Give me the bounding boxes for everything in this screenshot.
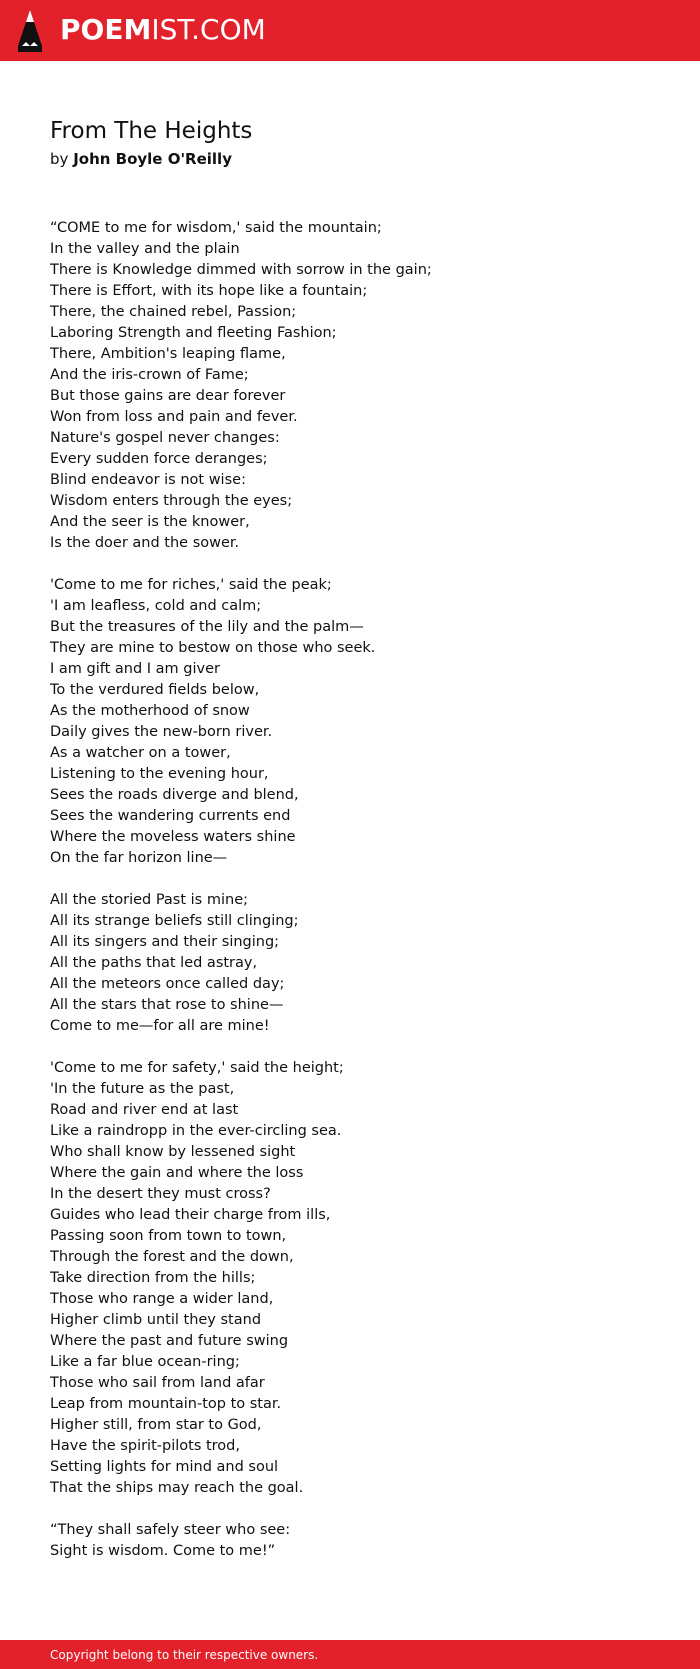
poem-line: All its strange beliefs still clinging;	[50, 913, 299, 929]
poem-line: Laboring Strength and fleeting Fashion;	[50, 325, 337, 341]
poem-line: Higher still, from star to God,	[50, 1417, 262, 1433]
poem-line: As the motherhood of snow	[50, 703, 250, 719]
site-logo[interactable]	[60, 12, 266, 48]
poem-line: Like a far blue ocean-ring;	[50, 1354, 240, 1370]
poem-line: Every sudden force deranges;	[50, 451, 268, 467]
poem-line: Nature's gospel never changes:	[50, 430, 280, 446]
poem-line: Where the gain and where the loss	[50, 1165, 304, 1181]
poem-line: All the storied Past is mine;	[50, 892, 248, 908]
poem-line: To the verdured fields below,	[50, 682, 260, 698]
poem-stanza	[50, 575, 660, 869]
poem-line: Higher climb until they stand	[50, 1312, 262, 1328]
poem-line: 'Come to me for riches,' said the peak;	[50, 577, 332, 593]
by-label: by	[50, 150, 69, 168]
poem-line: 'Come to me for safety,' said the height;	[50, 1060, 344, 1076]
poem-line: 'In the future as the past,	[50, 1081, 235, 1097]
poem-line: “They shall safely steer who see:	[50, 1522, 291, 1538]
poem-line: On the far horizon line—	[50, 850, 228, 866]
poem-line: In the valley and the plain	[50, 241, 240, 257]
site-header	[0, 0, 700, 61]
poem-line: Won from loss and pain and fever.	[50, 409, 298, 425]
poem-line: Listening to the evening hour,	[50, 766, 269, 782]
poem-body	[50, 218, 660, 1583]
poem-line: Blind endeavor is not wise:	[50, 472, 246, 488]
poem-stanza	[50, 1520, 660, 1562]
poem-stanza	[50, 890, 660, 1037]
poem-line: Take direction from the hills;	[50, 1270, 256, 1286]
poem-line: Those who range a wider land,	[50, 1291, 274, 1307]
poem-line: All the stars that rose to shine—	[50, 997, 284, 1013]
poem-line: Wisdom enters through the eyes;	[50, 493, 293, 509]
poem-author[interactable]: John Boyle O'Reilly	[73, 150, 232, 168]
poem-line: Sees the wandering currents end	[50, 808, 291, 824]
poem-line: That the ships may reach the goal.	[50, 1480, 304, 1496]
poem-line: All its singers and their singing;	[50, 934, 280, 950]
pencil-icon[interactable]	[18, 10, 42, 52]
poem-line: There is Effort, with its hope like a fountain;	[50, 283, 368, 299]
poem-line: All the paths that led astray,	[50, 955, 258, 971]
poem-line: Road and river end at last	[50, 1102, 239, 1118]
poem-line: 'I am leafless, cold and calm;	[50, 598, 262, 614]
poem-line: Those who sail from land afar	[50, 1375, 265, 1391]
logo-light-text: IST.COM	[151, 13, 266, 46]
poem-line: But those gains are dear forever	[50, 388, 286, 404]
poem-line: Is the doer and the sower.	[50, 535, 240, 551]
poem-line: I am gift and I am giver	[50, 661, 220, 677]
poem-title: From The Heights	[50, 118, 253, 144]
poem-line: Who shall know by lessened sight	[50, 1144, 296, 1160]
poem-line: Leap from mountain-top to star.	[50, 1396, 282, 1412]
poem-line: Through the forest and the down,	[50, 1249, 294, 1265]
poem-line: Sees the roads diverge and blend,	[50, 787, 299, 803]
poem-stanza	[50, 1058, 660, 1499]
poem-line: Where the past and future swing	[50, 1333, 289, 1349]
poem-line: But the treasures of the lily and the palm—	[50, 619, 364, 635]
logo-bold-text: POEM	[60, 13, 152, 46]
poem-line: All the meteors once called day;	[50, 976, 285, 992]
copyright-notice: Copyright belong to their respective owners.	[50, 1648, 319, 1662]
poem-line: Come to me—for all are mine!	[50, 1018, 270, 1034]
poem-line: Daily gives the new-born river.	[50, 724, 273, 740]
poem-line: Where the moveless waters shine	[50, 829, 296, 845]
site-footer	[0, 1640, 700, 1669]
poem-line: Passing soon from town to town,	[50, 1228, 287, 1244]
poem-line: They are mine to bestow on those who seek.	[50, 640, 376, 656]
poem-line: Have the spirit-pilots trod,	[50, 1438, 240, 1454]
poem-line: There, the chained rebel, Passion;	[50, 304, 297, 320]
poem-line: “COME to me for wisdom,' said the mountain;	[50, 220, 382, 236]
poem-line: And the seer is the knower,	[50, 514, 250, 530]
poem-line: There, Ambition's leaping flame,	[50, 346, 286, 362]
poem-line: Guides who lead their charge from ills,	[50, 1207, 331, 1223]
poem-line: There is Knowledge dimmed with sorrow in the gain;	[50, 262, 432, 278]
poem-line: Like a raindropp in the ever-circling sea.	[50, 1123, 342, 1139]
poem-line: Sight is wisdom. Come to me!”	[50, 1543, 276, 1559]
poem-line: And the iris-crown of Fame;	[50, 367, 249, 383]
poem-line: In the desert they must cross?	[50, 1186, 271, 1202]
poem-line: Setting lights for mind and soul	[50, 1459, 279, 1475]
poem-line: As a watcher on a tower,	[50, 745, 231, 761]
poem-stanza	[50, 218, 660, 554]
poem-byline	[50, 148, 232, 170]
